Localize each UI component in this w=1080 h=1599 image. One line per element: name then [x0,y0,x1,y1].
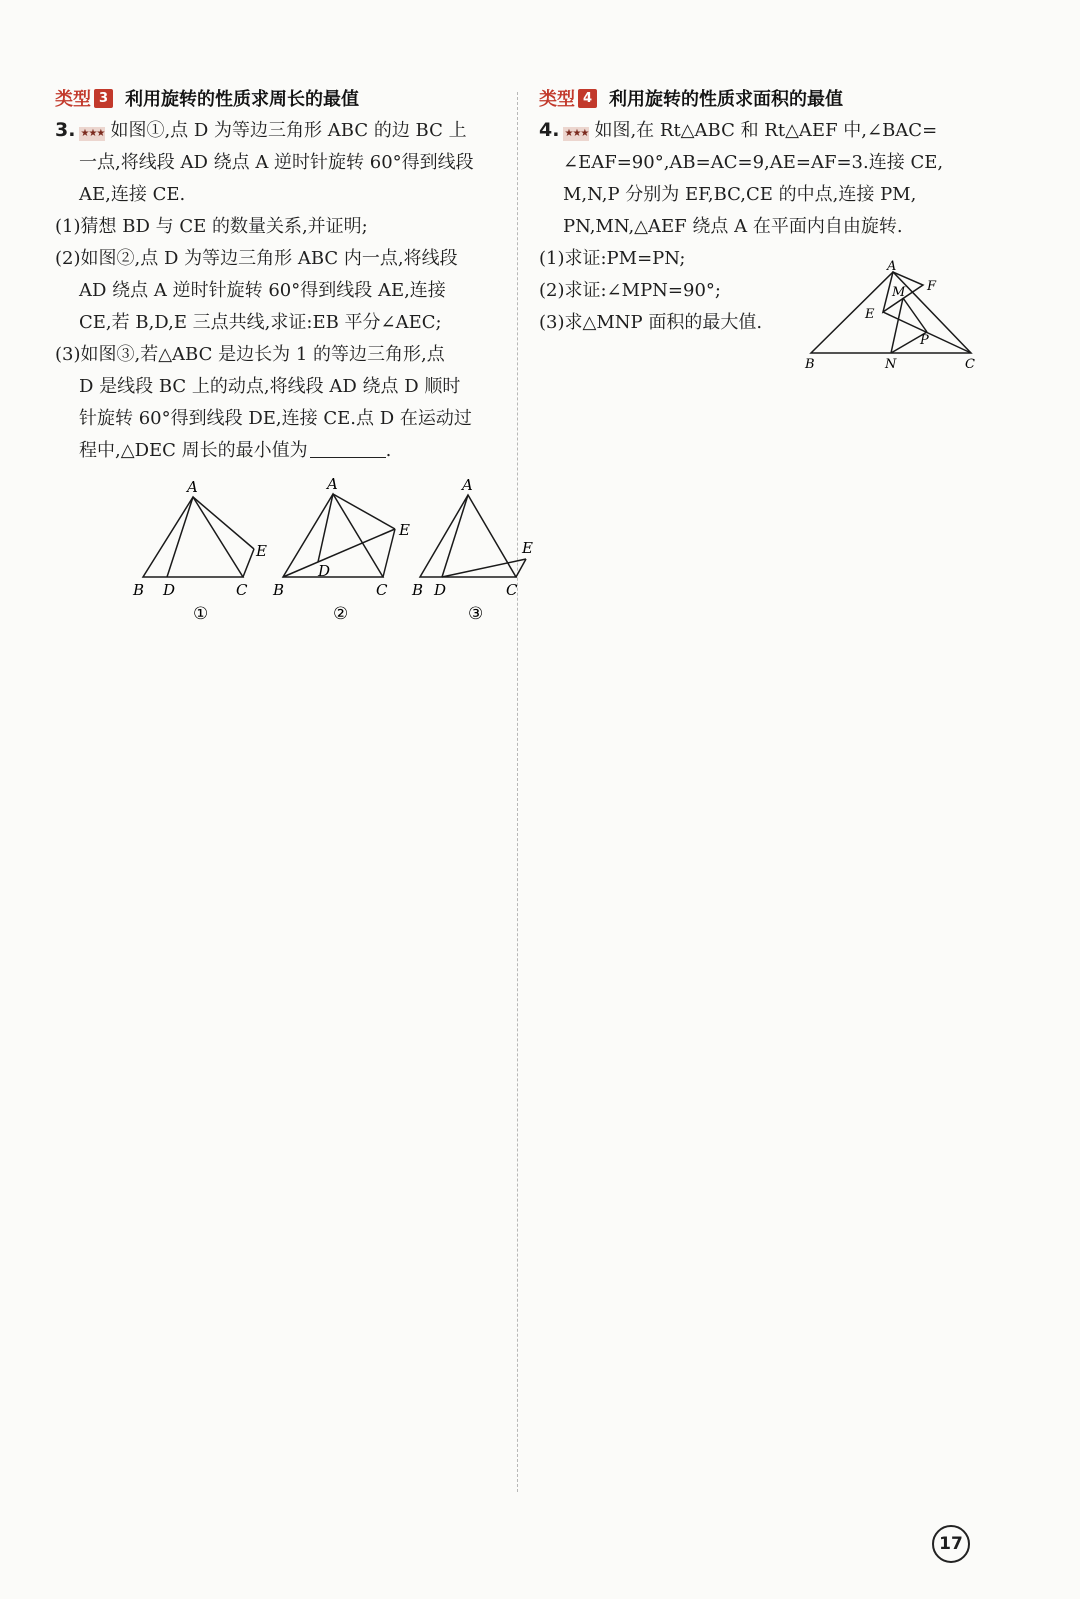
label-c: C [506,581,518,599]
part-3: (3)如图③,若△ABC 是边长为 1 的等边三角形,点 [55,344,445,365]
part-2: (2)求证:∠MPN=90°; [539,280,721,301]
problem-3 [55,114,505,467]
triangle-abc [143,497,243,577]
geometry-figure [801,260,986,375]
section-heading-type3 [55,82,505,114]
figure-caption: ③ [468,604,484,624]
type-number-badge: 4 [578,89,597,108]
segment-ce [383,529,395,577]
figure-3 [411,476,533,624]
part-1: (1)猜想 BD 与 CE 的数量关系,并证明; [55,216,368,237]
label-b: B [412,581,424,599]
type-label: 类型 [539,89,575,110]
label-c: C [236,581,248,599]
difficulty-stars-icon: ★★★ [564,128,589,139]
section-heading-type4 [539,82,984,114]
label-e: E [522,539,533,557]
difficulty-stars-icon: ★★★ [80,128,105,139]
left-column [55,82,533,624]
label-p: P [920,333,929,348]
label-a: A [887,259,897,274]
segment-ae [333,494,395,529]
segment-ce [243,549,254,577]
label-e: E [865,307,875,322]
label-d: D [434,581,447,599]
label-a: A [187,478,198,496]
label-a: A [327,475,338,493]
label-b: B [133,581,145,599]
part-3-line: 程中,△DEC 周长的最小值为 [79,440,308,461]
figure-caption: ① [193,604,209,624]
segment-ad [318,494,333,562]
label-m: M [892,285,906,300]
figures-row [90,475,533,631]
geometry-figures [90,475,533,627]
problem-text-line: AE,连接 CE. [79,184,186,205]
section-title: 利用旋转的性质求周长的最值 [125,89,359,110]
part-3: (3)求△MNP 面积的最大值. [539,312,763,333]
part-2: (2)如图②,点 D 为等边三角形 ABC 内一点,将线段 [55,248,458,269]
problem-number: 3. [55,119,76,141]
problem-text-line: 一点,将线段 AD 绕点 A 逆时针旋转 60°得到线段 [79,152,474,173]
problem-text-line: PN,MN,△AEF 绕点 A 在平面内自由旋转. [563,216,903,237]
section-title: 利用旋转的性质求面积的最值 [609,89,843,110]
label-c: C [376,581,388,599]
figure-2 [272,475,410,624]
triangle-abc [811,272,971,353]
segment-ae [193,497,254,549]
figure-problem-4 [801,260,986,379]
label-a: A [462,476,473,494]
triangle-abc [283,494,383,577]
label-d: D [163,581,176,599]
label-n: N [885,357,897,372]
problem-number: 4. [539,119,560,141]
part-1: (1)求证:PM=PN; [539,248,686,269]
page-number: 17 [932,1525,970,1563]
figure-caption: ② [333,604,349,624]
part-3-line: 针旋转 60°得到线段 DE,连接 CE.点 D 在运动过 [79,408,472,429]
column-divider [517,92,518,1492]
answer-blank[interactable] [310,439,386,458]
label-b: B [805,357,815,372]
label-c: C [965,357,975,372]
problem-text-line: 如图①,点 D 为等边三角形 ABC 的边 BC 上 [110,120,467,141]
part-2-line: AD 绕点 A 逆时针旋转 60°得到线段 AE,连接 [79,280,446,301]
segment-ad [442,495,468,577]
figure-1 [132,478,267,624]
segment-de [442,559,526,577]
problem-text-line: 如图,在 Rt△ABC 和 Rt△AEF 中,∠BAC= [594,120,938,141]
label-e: E [399,521,410,539]
type-number-badge: 3 [94,89,113,108]
part-2-line: CE,若 B,D,E 三点共线,求证:EB 平分∠AEC; [79,312,442,333]
right-column [539,82,984,372]
problem-text-line: ∠EAF=90°,AB=AC=9,AE=AF=3.连接 CE, [563,152,944,173]
label-e: E [256,542,267,560]
type-label: 类型 [55,89,91,110]
label-b: B [273,581,285,599]
problem-text-line: M,N,P 分别为 EF,BC,CE 的中点,连接 PM, [563,184,917,205]
segment-ad [167,497,193,577]
end-mark: . [385,440,392,461]
part-3-line: D 是线段 BC 上的动点,将线段 AD 绕点 D 顺时 [79,376,461,397]
label-f: F [927,279,937,294]
label-d: D [318,562,331,580]
